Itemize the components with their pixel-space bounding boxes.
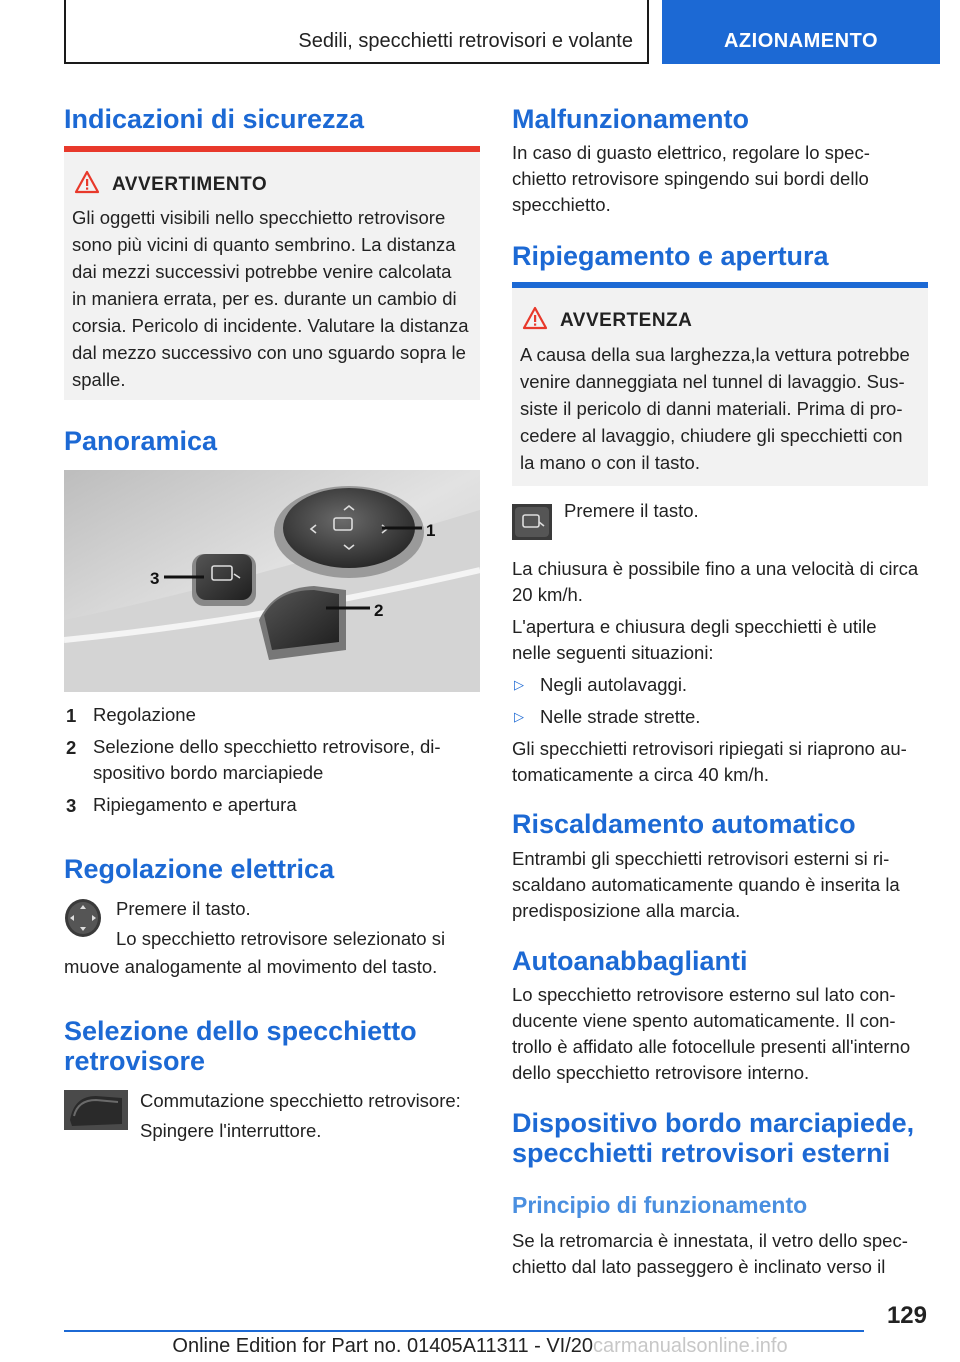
malfunction-text: specchietto.	[512, 194, 611, 215]
heading-overview: Panoramica	[64, 426, 218, 456]
warning-line: spalle.	[72, 369, 126, 390]
callout-1: 1	[426, 521, 436, 540]
electric-text: muove analogamente al movimento del tasto.	[64, 956, 438, 977]
fold-text: L'apertura e chiusura degli specchietti è utile	[512, 616, 877, 637]
select-text: Commutazione specchietto retrovisore:	[140, 1090, 461, 1111]
fold-press-text: Premere il tasto.	[564, 500, 699, 521]
legend-number: 2	[66, 737, 77, 758]
header-chapter-tab	[662, 0, 940, 64]
malfunction-text: In caso di guasto elettrico, regolare lo spec-	[512, 142, 870, 163]
select-text: Spingere l'interruttore.	[140, 1120, 322, 1141]
fold-text: 20 km/h.	[512, 584, 583, 605]
bullet-item: Nelle strade strette.	[540, 706, 701, 727]
legend-text: spositivo bordo marciapiede	[93, 762, 324, 783]
warning-line: venire danneggiata nel tunnel di lavaggio. Sus-	[520, 371, 905, 392]
mirror-controls-figure	[64, 470, 480, 692]
heading-electric-adjustment: Regolazione elettrica	[64, 854, 335, 884]
warning-line: dal mezzo successivo con uno sguardo sopra le	[72, 342, 466, 363]
heating-text: predisposizione alla marcia.	[512, 900, 741, 921]
legend-number: 3	[66, 795, 77, 816]
bullet-item: Negli autolavaggi.	[540, 674, 688, 695]
fold-text: Gli specchietti retrovisori ripiegati si riaprono au-	[512, 738, 907, 759]
adjust-button-icon	[64, 898, 102, 938]
electric-text: Premere il tasto.	[116, 898, 251, 919]
bullet-triangle-icon: ▷	[514, 709, 524, 724]
footer-watermark: carmanualsonline.info	[593, 1335, 788, 1357]
warning-triangle-icon	[74, 170, 100, 194]
dimming-text: trollo è affidato alle fotocellule presenti all'interno	[512, 1036, 911, 1057]
heading-safety: Indicazioni di sicurezza	[64, 104, 365, 134]
warning-line: siste il pericolo di danni materiali. Prima di pro-	[520, 398, 903, 419]
heating-text: scaldano automaticamente quando è inserita la	[512, 874, 900, 895]
warning-title-2: AVVERTENZA	[560, 310, 693, 331]
warning-line: corsia. Pericolo di incidente. Valutare la distanza	[72, 315, 469, 336]
header-chapter-title: AZIONAMENTO	[723, 30, 878, 52]
page-number: 129	[886, 1302, 927, 1329]
warning-line: Gli oggetti visibili nello specchietto retrovisore	[72, 207, 446, 228]
dimming-text: Lo specchietto retrovisore esterno sul lato con-	[512, 984, 896, 1005]
callout-2: 2	[374, 601, 384, 620]
warning-line: sono più vicini di quanto sembrino. La distanza	[72, 234, 456, 255]
warning-title-1: AVVERTIMENTO	[112, 174, 268, 195]
fold-text: tomaticamente a circa 40 km/h.	[512, 764, 770, 785]
legend-text: Regolazione	[93, 704, 196, 725]
heading-curb-function: Dispositivo bordo marciapiede,	[512, 1108, 915, 1138]
heading-malfunction: Malfunzionamento	[512, 104, 749, 134]
heading-heating: Riscaldamento automatico	[512, 809, 856, 839]
heating-text: Entrambi gli specchietti retrovisori esterni si ri-	[512, 848, 890, 869]
fold-text: La chiusura è possibile fino a una velocità di circa	[512, 558, 919, 579]
footer-edition	[0, 1335, 960, 1358]
dimming-text: dello specchietto retrovisore interno.	[512, 1062, 810, 1083]
header-section-title: Sedili, specchietti retrovisori e volante	[298, 30, 633, 52]
legend-text: Ripiegamento e apertura	[93, 794, 297, 815]
subheading-principle: Principio di funzionamento	[512, 1192, 808, 1218]
warning-line: cedere al lavaggio, chiudere gli specchietti con	[520, 425, 903, 446]
warning-box-1	[64, 152, 480, 400]
warning-line: dai mezzi successivi potrebbe venire calcolata	[72, 261, 452, 282]
footer-rule	[64, 1330, 864, 1332]
dimming-text: ducente viene spento automaticamente. Il con-	[512, 1010, 896, 1031]
heading-mirror-selection: Selezione dello specchietto	[64, 1016, 417, 1046]
warning-box-2	[512, 288, 928, 486]
header-section-tab	[64, 0, 649, 64]
heading-dimming: Autoanabbaglianti	[512, 946, 748, 976]
legend-number: 1	[66, 705, 77, 726]
warning-line: in maniera errata, per es. durante un cambio di	[72, 288, 457, 309]
mirror-select-switch-icon	[64, 1090, 128, 1130]
fold-text: nelle seguenti situazioni:	[512, 642, 714, 663]
warning-line: la mano o con il tasto.	[520, 452, 700, 473]
malfunction-text: chietto retrovisore spingendo sui bordi dello	[512, 168, 869, 189]
heading-mirror-selection-2: retrovisore	[64, 1046, 206, 1076]
callout-3: 3	[150, 569, 160, 588]
electric-text: Lo specchietto retrovisore selezionato si	[116, 928, 446, 949]
warning-triangle-icon	[522, 306, 548, 330]
heading-fold: Ripiegamento e apertura	[512, 241, 829, 271]
legend-text: Selezione dello specchietto retrovisore, di-	[93, 736, 441, 757]
fold-button-icon	[512, 504, 552, 540]
heading-curb-function-2: specchietti retrovisori esterni	[512, 1138, 891, 1168]
bullet-triangle-icon: ▷	[514, 677, 524, 692]
warning-line: A causa della sua larghezza,la vettura potrebbe	[520, 344, 910, 365]
principle-text: Se la retromarcia è innestata, il vetro dello spec-	[512, 1230, 908, 1251]
principle-text: chietto dal lato passeggero è inclinato verso il	[512, 1256, 886, 1277]
footer-edition-text: Online Edition for Part no. 01405A11311 - VI/20	[172, 1335, 594, 1357]
